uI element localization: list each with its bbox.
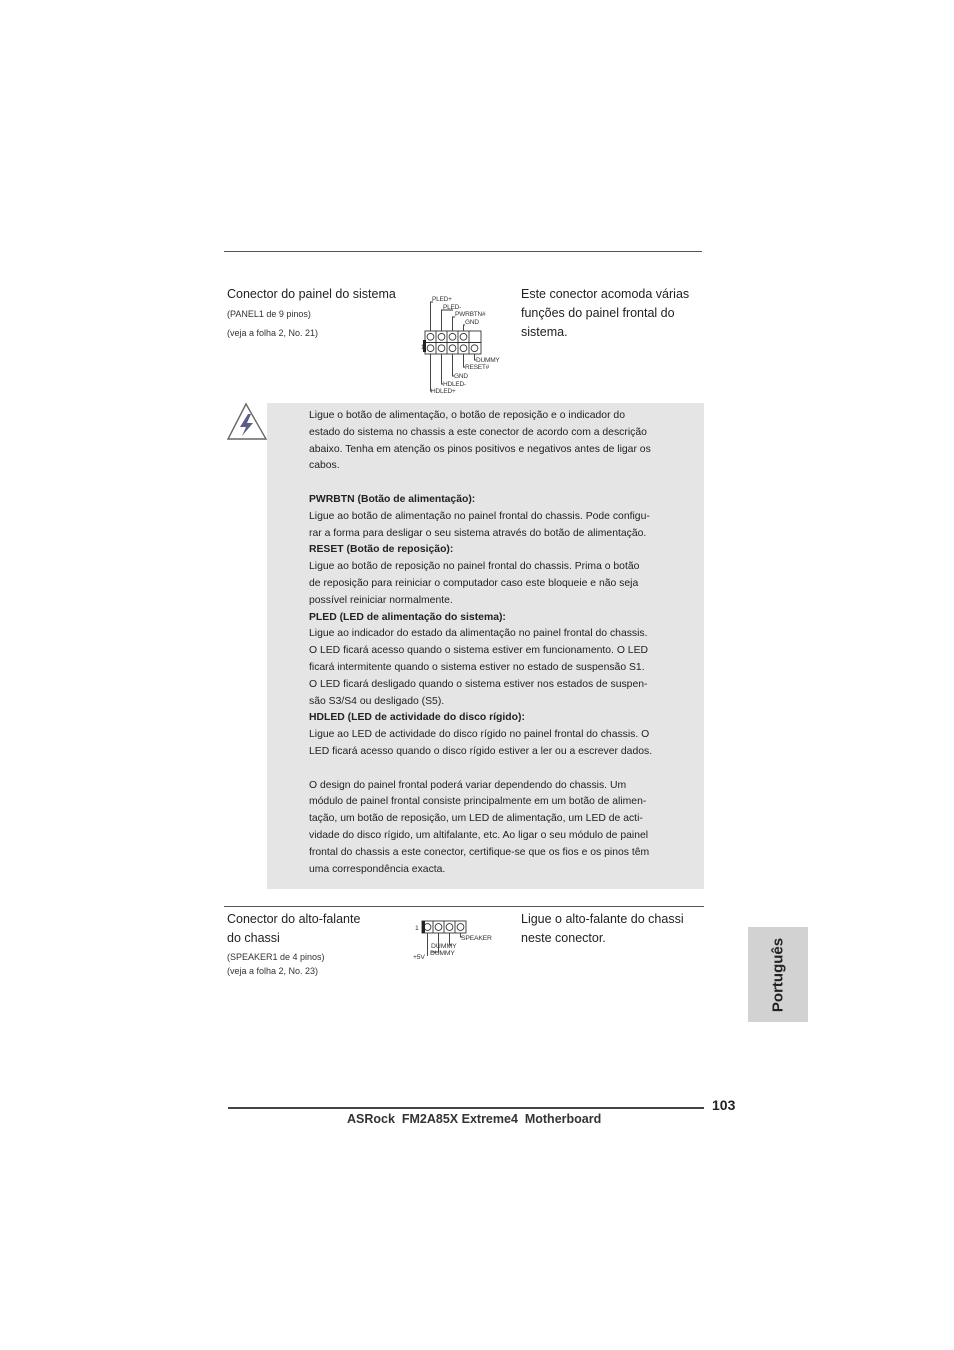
speaker-connector-title: Conector do alto-falante do chassi [227,912,361,945]
reset-heading: RESET (Botão de reposição): [309,544,454,556]
svg-text:RESET#: RESET# [465,364,490,371]
svg-text:PWRBTN#: PWRBTN# [455,311,486,318]
svg-text:DUMMY: DUMMY [476,357,500,364]
top-rule [224,251,702,252]
speaker-connector-diagram [410,918,500,962]
panel-connector-title: Conector do painel do sistema [227,287,396,301]
panel-connector-pins: (PANEL1 de 9 pinos) [227,309,311,319]
svg-text:+5V: +5V [413,954,425,961]
page-number: 103 [712,1097,736,1113]
pin1-label: 1 [421,345,425,351]
svg-text:GND: GND [454,373,468,380]
note-text: Ligue o botão de alimentação, o botão de reposição e o indicador do estado do sistema no chassis a este conector de acordo com a descrição abaixo. Tenha em atenção os pinos positivos e negativos antes de ligar os cabos. PWRBTN (Botão de alimentação): Ligue ao botão de alimentação no painel frontal do chassis. Pode configu- rar a forma para desligar o seu sistema através do botão de alimentação. RESET (Botão de reposição): Ligue ao botão de reposição no painel frontal do chassis. Prima o botão de reposição para reiniciar o computador caso este bloqueie e não seja possível reiniciar normalmente. PLED (LED de alimentação do sistema): Ligue ao indicador do estado da alimentação no painel frontal do chassis. O LED ficará acesso quando o sistema estiver em funcionamento. O LED ficará intermitente quando o sistema estiver no estado de suspensão S1. O LED ficará desligado quando o sistema estiver nos estados de suspen- são S3/S4 ou desligado (S5). HDLED (LED de actividade do disco rígido): Ligue ao LED de actividade do disco rígido no painel frontal do chassis. O LED ficará acesso quando o disco rígido estiver a ler ou a escrever dados. O design do painel frontal poderá variar dependendo do chassis. Um módulo de painel frontal consiste principalmente em um botão de alimen- tação, um botão de reposição, um LED de alimentação, um LED de acti- vidade do disco rígido, um altifalante, etc. Ao ligar o seu módulo de painel frontal do chassis a este conector, certifique-se que os fios e os pinos têm uma correspondência exacta. [309,410,653,875]
middle-rule [224,906,704,907]
panel-connector-description: Este conector acomoda várias funções do painel frontal do sistema. [521,287,690,339]
svg-text:HDLED-: HDLED- [443,381,466,388]
pled-heading: PLED (LED de alimentação do sistema): [309,611,506,623]
speaker-pin1-marker [422,921,425,933]
svg-text:DUMMY: DUMMY [431,943,457,950]
language-tab [748,927,808,1022]
language-tab-label: Português [769,937,787,1012]
svg-text:1: 1 [415,925,419,932]
svg-text:PLED-: PLED- [443,304,462,311]
svg-text:PLED+: PLED+ [432,296,452,303]
speaker-connector-ref: (veja a folha 2, No. 23) [227,966,319,976]
hdled-heading: HDLED (LED de actividade do disco rígido): [309,712,525,724]
panel-connector-diagram [415,290,510,396]
svg-text:SPEAKER: SPEAKER [461,935,492,942]
warning-lightning-icon [226,402,270,442]
speaker-connector-description: Ligue o alto-falante do chassi neste conector. [521,912,684,945]
svg-text:DUMMY: DUMMY [430,950,455,957]
footer-rule [228,1107,704,1109]
svg-text:GND: GND [465,319,479,326]
pwrbtn-heading: PWRBTN (Botão de alimentação): [309,493,476,505]
panel-connector-ref: (veja a folha 2, No. 21) [227,328,319,338]
footer-product-name: ASRock FM2A85X Extreme4 Motherboard [347,1112,602,1126]
speaker-connector-pins: (SPEAKER1 de 4 pinos) [227,952,325,962]
svg-text:HDLED+: HDLED+ [431,388,456,395]
